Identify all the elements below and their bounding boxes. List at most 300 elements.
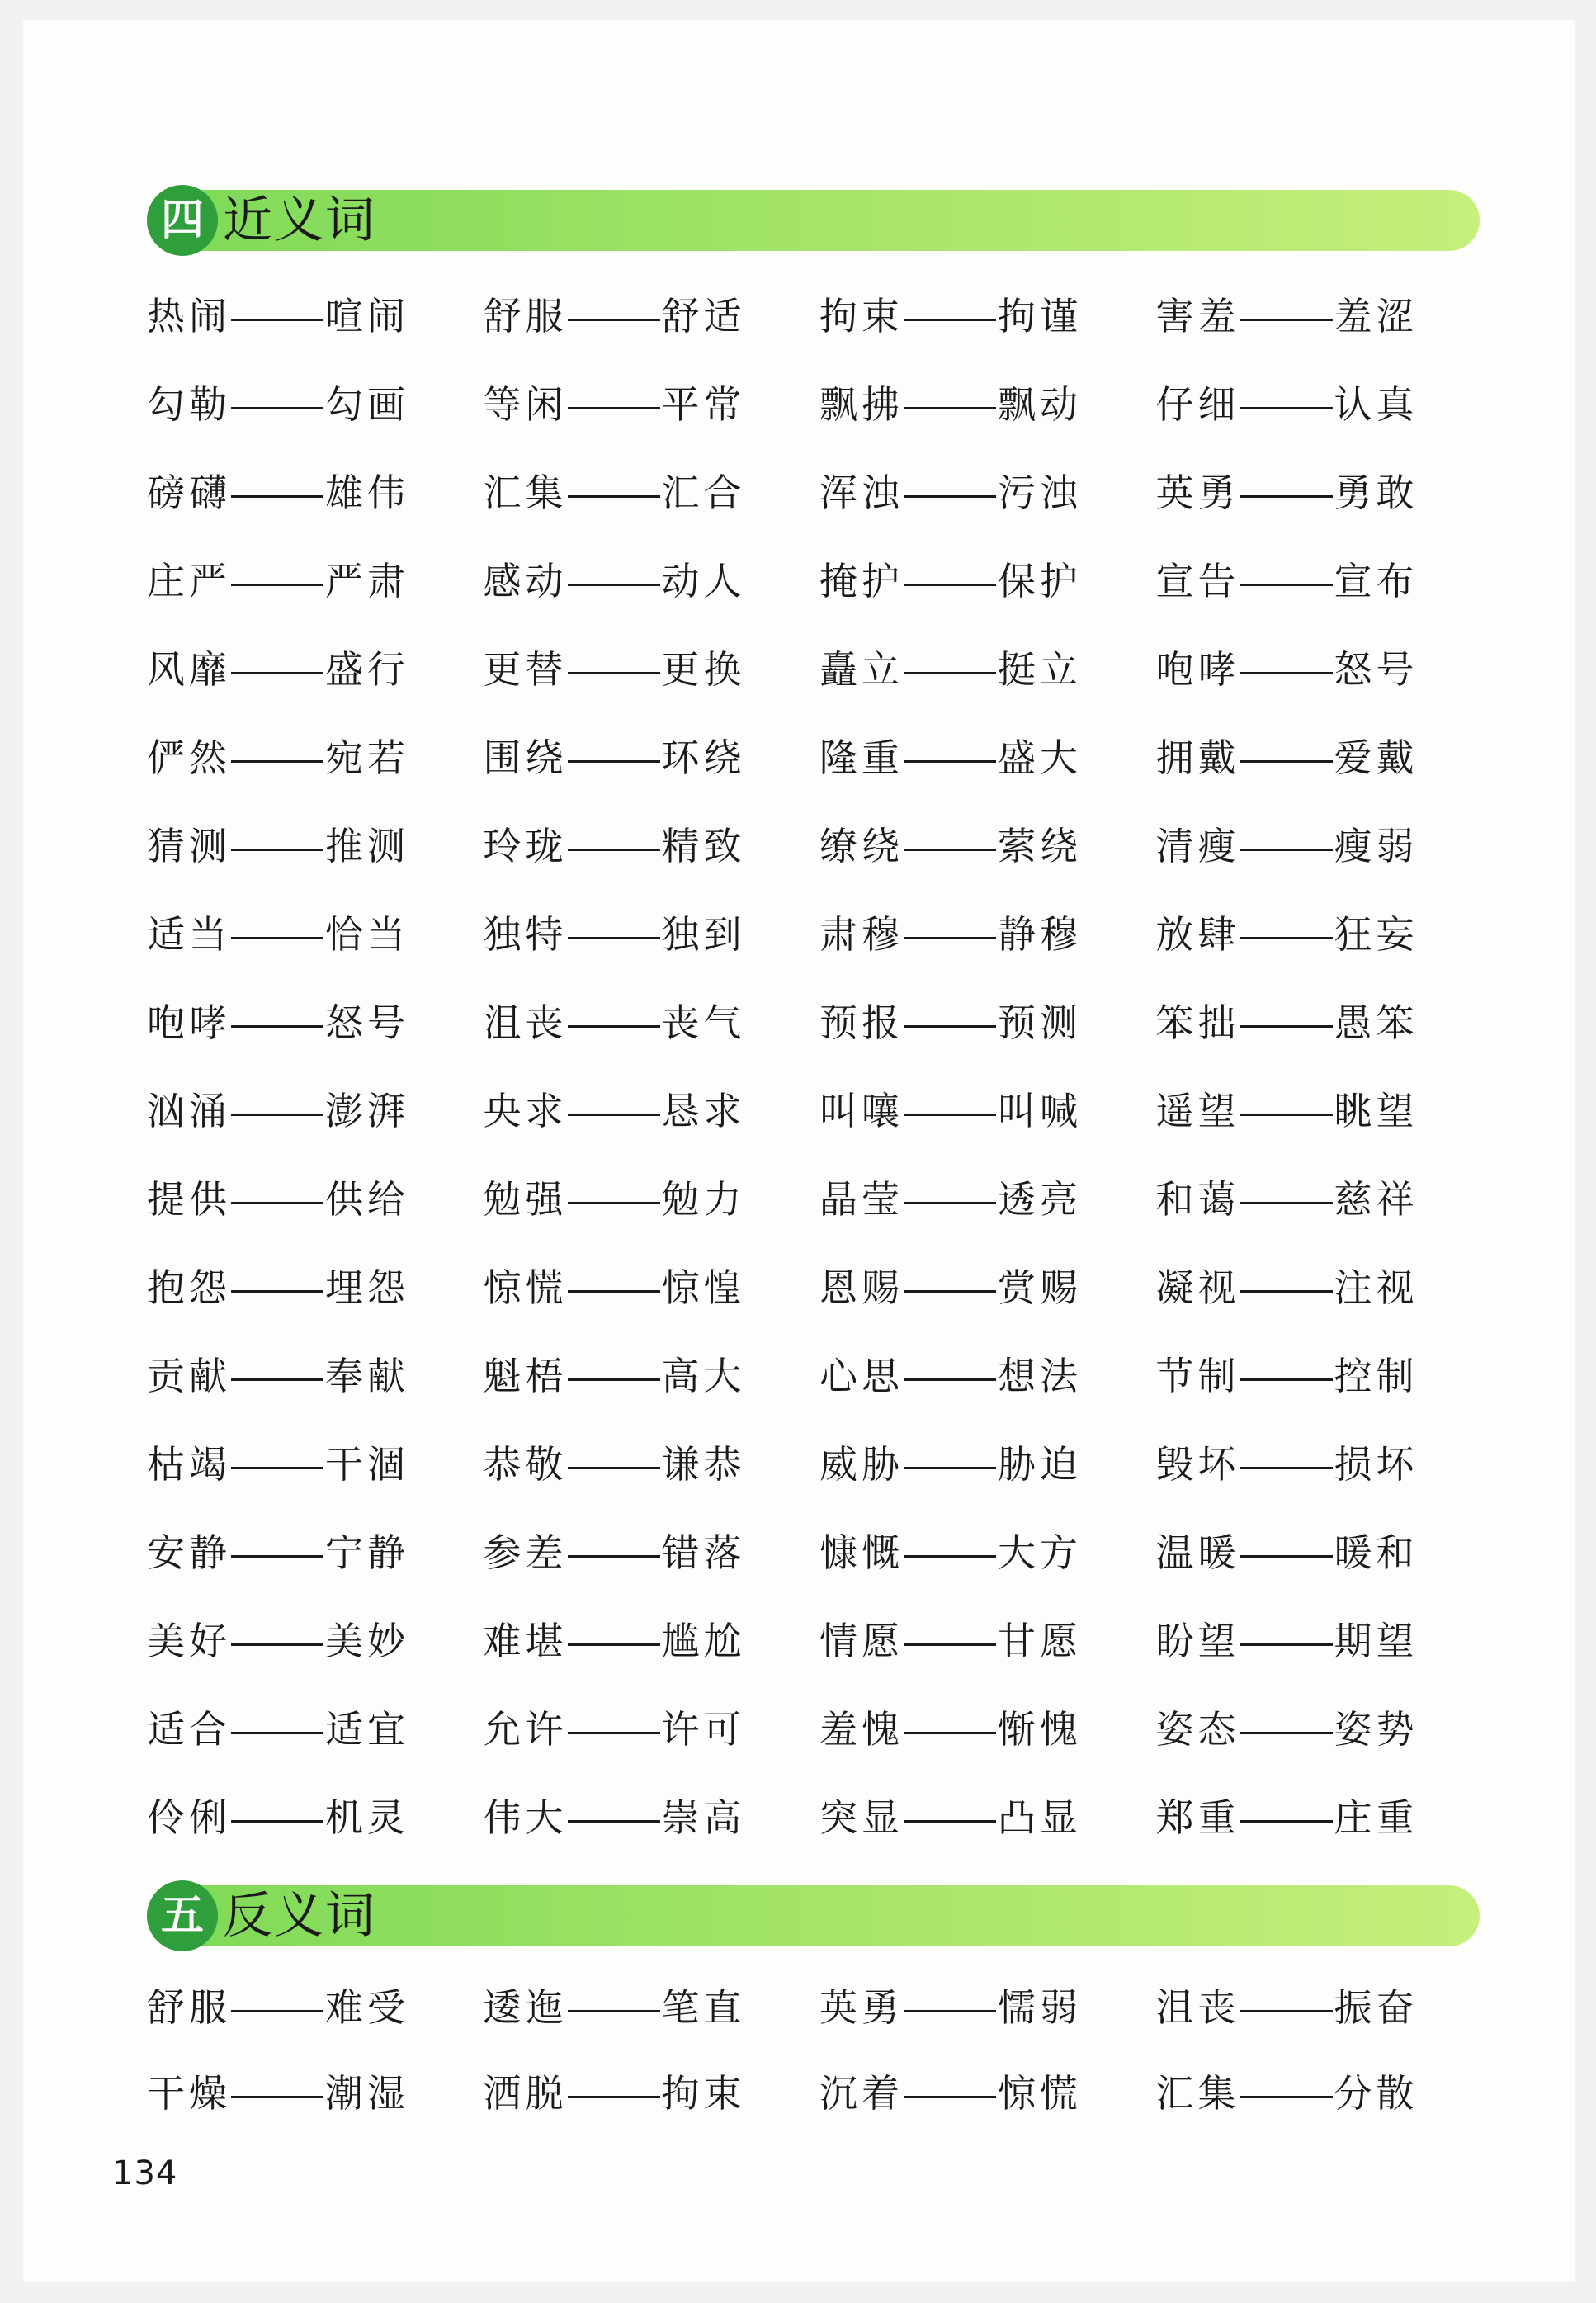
- word-left: 魁梧: [483, 1354, 568, 1398]
- word-left: 掩护: [819, 559, 904, 603]
- word-left: 温暖: [1155, 1530, 1240, 1575]
- word-left: 磅礴: [147, 471, 231, 515]
- word-left: 放肆: [1155, 912, 1240, 957]
- word-right: 谦恭: [661, 1442, 746, 1487]
- word-left: 仔细: [1155, 382, 1240, 427]
- word-pair: [484, 2050, 820, 2136]
- word-pair: [1156, 1686, 1493, 1774]
- word-left: 矗立: [819, 647, 904, 692]
- pair-dash: [568, 1378, 660, 1381]
- pair-dash: [231, 1290, 323, 1293]
- word-pair: [819, 1156, 1156, 1244]
- word-right: 惭愧: [998, 1707, 1082, 1752]
- word-pair: [147, 979, 484, 1067]
- word-pair: [147, 449, 484, 537]
- word-right: 舒适: [661, 294, 746, 338]
- word-right: 振奋: [1334, 1985, 1419, 2030]
- pair-dash: [1240, 1025, 1333, 1028]
- pair-dash: [231, 584, 323, 586]
- word-left: 独特: [483, 912, 568, 957]
- pair-dash: [904, 1202, 996, 1204]
- word-right: 恰当: [325, 912, 409, 957]
- word-left: 郑重: [1155, 1795, 1240, 1840]
- word-right: 尴尬: [661, 1619, 746, 1663]
- word-left: 沮丧: [1155, 1985, 1240, 2030]
- word-pair: [1156, 979, 1493, 1067]
- word-left: 适当: [147, 912, 231, 957]
- pair-dash: [904, 495, 996, 498]
- pair-dash: [231, 407, 323, 409]
- word-right: 拘束: [661, 2071, 746, 2116]
- word-right: 赏赐: [998, 1265, 1082, 1310]
- word-pair: [819, 361, 1156, 449]
- pair-dash: [1240, 1290, 1333, 1293]
- word-pair: [147, 1332, 484, 1421]
- antonym-grid: [147, 1965, 1492, 2136]
- word-pair: [819, 1509, 1156, 1597]
- word-left: 干燥: [147, 2071, 231, 2116]
- word-left: 更替: [483, 647, 568, 692]
- word-right: 大方: [998, 1530, 1082, 1575]
- word-pair: [147, 1067, 484, 1156]
- pair-dash: [904, 672, 996, 674]
- word-left: 威胁: [819, 1442, 904, 1487]
- word-pair: [1156, 1156, 1493, 1244]
- pair-dash: [568, 1820, 660, 1823]
- word-pair: [1156, 1067, 1493, 1156]
- word-right: 供给: [325, 1177, 409, 1222]
- word-left: 央求: [483, 1089, 568, 1133]
- word-right: 叫喊: [998, 1089, 1082, 1133]
- pair-dash: [568, 319, 660, 321]
- word-right: 预测: [998, 1000, 1082, 1045]
- word-left: 飘拂: [819, 382, 904, 427]
- word-right: 狂妄: [1334, 912, 1419, 957]
- word-left: 猜测: [147, 824, 231, 868]
- word-pair: [147, 1156, 484, 1244]
- word-left: 感动: [483, 559, 568, 603]
- word-left: 提供: [147, 1177, 231, 1222]
- pair-dash: [904, 849, 996, 851]
- pair-dash: [568, 584, 660, 586]
- pair-dash: [231, 319, 323, 321]
- pair-dash: [231, 760, 323, 763]
- word-right: 澎湃: [325, 1089, 409, 1133]
- word-left: 风靡: [147, 647, 231, 692]
- word-right: 污浊: [998, 471, 1082, 515]
- word-right: 挺立: [998, 647, 1082, 692]
- word-left: 盼望: [1155, 1619, 1240, 1663]
- pair-dash: [904, 937, 996, 939]
- word-pair: [484, 1067, 820, 1156]
- word-left: 突显: [819, 1795, 904, 1840]
- word-left: 热闹: [147, 294, 231, 338]
- word-left: 凝视: [1155, 1265, 1240, 1310]
- pair-dash: [904, 1290, 996, 1293]
- word-right: 眺望: [1334, 1089, 1419, 1133]
- word-right: 胁迫: [998, 1442, 1082, 1487]
- pair-dash: [1240, 1467, 1333, 1469]
- word-right: 勇敢: [1334, 471, 1419, 515]
- word-right: 汇合: [661, 471, 746, 515]
- word-right: 干涸: [325, 1442, 409, 1487]
- pair-dash: [231, 1732, 323, 1734]
- pair-dash: [231, 1467, 323, 1469]
- section-number-badge: 四: [147, 185, 218, 256]
- word-left: 缭绕: [819, 824, 904, 868]
- word-left: 预报: [819, 1000, 904, 1045]
- pair-dash: [568, 1732, 660, 1734]
- word-left: 沉着: [819, 2071, 904, 2116]
- word-right: 喧闹: [325, 294, 409, 338]
- pair-dash: [904, 2010, 996, 2012]
- word-right: 勉力: [661, 1177, 746, 1222]
- word-pair: [484, 1686, 820, 1774]
- word-pair: [819, 1774, 1156, 1862]
- word-right: 愚笨: [1334, 1000, 1419, 1045]
- word-pair: [147, 802, 484, 891]
- pair-dash: [568, 1025, 660, 1028]
- word-pair: [484, 802, 820, 891]
- pair-dash: [568, 849, 660, 851]
- word-right: 许可: [661, 1707, 746, 1752]
- word-pair: [147, 272, 484, 361]
- word-left: 舒服: [147, 1985, 231, 2030]
- word-left: 逶迤: [483, 1985, 568, 2030]
- word-right: 独到: [661, 912, 746, 957]
- word-left: 难堪: [483, 1619, 568, 1663]
- word-pair: [819, 802, 1156, 891]
- word-left: 伟大: [483, 1795, 568, 1840]
- word-pair: [819, 626, 1156, 714]
- word-right: 甘愿: [998, 1619, 1082, 1663]
- word-left: 节制: [1155, 1354, 1240, 1398]
- page-number: 134: [112, 2154, 178, 2192]
- pair-dash: [568, 407, 660, 409]
- word-right: 保护: [998, 559, 1082, 603]
- word-right: 推测: [325, 824, 409, 868]
- pair-dash: [231, 672, 323, 674]
- word-pair: [1156, 626, 1493, 714]
- pair-dash: [1240, 937, 1333, 939]
- pair-dash: [1240, 849, 1333, 851]
- pair-dash: [568, 2010, 660, 2012]
- pair-dash: [1240, 1820, 1333, 1823]
- pair-dash: [904, 1643, 996, 1646]
- word-left: 晶莹: [819, 1177, 904, 1222]
- pair-dash: [1240, 1732, 1333, 1734]
- word-pair: [819, 1421, 1156, 1509]
- section-banner-synonyms: [147, 190, 1480, 251]
- pair-dash: [1240, 584, 1333, 586]
- word-right: 适宜: [325, 1707, 409, 1752]
- word-pair: [147, 891, 484, 979]
- pair-dash: [231, 849, 323, 851]
- word-right: 透亮: [998, 1177, 1082, 1222]
- word-pair: [484, 626, 820, 714]
- pair-dash: [904, 1025, 996, 1028]
- word-pair: [819, 1067, 1156, 1156]
- word-right: 凸显: [998, 1795, 1082, 1840]
- word-left: 惊慌: [483, 1265, 568, 1310]
- pair-dash: [1240, 319, 1333, 321]
- word-right: 动人: [661, 559, 746, 603]
- word-right: 怒号: [325, 1000, 409, 1045]
- pair-dash: [1240, 2096, 1333, 2098]
- word-pair: [1156, 1774, 1493, 1862]
- pair-dash: [231, 2010, 323, 2012]
- word-pair: [819, 979, 1156, 1067]
- word-pair: [819, 449, 1156, 537]
- pair-dash: [568, 495, 660, 498]
- word-pair: [819, 1244, 1156, 1332]
- word-right: 精致: [661, 824, 746, 868]
- pair-dash: [904, 1114, 996, 1116]
- word-right: 环绕: [661, 735, 746, 780]
- word-left: 浑浊: [819, 471, 904, 515]
- word-right: 勾画: [325, 382, 409, 427]
- word-pair: [147, 2050, 484, 2136]
- word-left: 肃穆: [819, 912, 904, 957]
- pair-dash: [904, 1820, 996, 1823]
- word-left: 汇集: [483, 471, 568, 515]
- word-right: 宛若: [325, 735, 409, 780]
- word-left: 害羞: [1155, 294, 1240, 338]
- word-pair: [484, 1421, 820, 1509]
- word-right: 惊慌: [998, 2071, 1082, 2116]
- pair-dash: [904, 319, 996, 321]
- word-right: 注视: [1334, 1265, 1419, 1310]
- word-pair: [1156, 1332, 1493, 1421]
- word-right: 机灵: [325, 1795, 409, 1840]
- word-left: 恩赐: [819, 1265, 904, 1310]
- pair-dash: [1240, 760, 1333, 763]
- word-pair: [1156, 891, 1493, 979]
- word-pair: [1156, 1965, 1493, 2050]
- section-title: 反义词: [223, 1887, 376, 1945]
- word-right: 庄重: [1334, 1795, 1419, 1840]
- pair-dash: [568, 1290, 660, 1293]
- word-right: 萦绕: [998, 824, 1082, 868]
- pair-dash: [1240, 1202, 1333, 1204]
- word-pair: [484, 537, 820, 626]
- word-pair: [147, 1597, 484, 1686]
- word-left: 笨拙: [1155, 1000, 1240, 1045]
- word-left: 拥戴: [1155, 735, 1240, 780]
- word-right: 宣布: [1334, 559, 1419, 603]
- word-left: 咆哮: [1155, 647, 1240, 692]
- word-right: 飘动: [998, 382, 1082, 427]
- pair-dash: [231, 2096, 323, 2098]
- word-pair: [1156, 537, 1493, 626]
- word-pair: [484, 272, 820, 361]
- word-right: 爱戴: [1334, 735, 1419, 780]
- word-left: 慷慨: [819, 1530, 904, 1575]
- pair-dash: [1240, 1114, 1333, 1116]
- word-right: 恳求: [661, 1089, 746, 1133]
- word-pair: [484, 891, 820, 979]
- word-pair: [1156, 449, 1493, 537]
- pair-dash: [1240, 407, 1333, 409]
- pair-dash: [568, 1467, 660, 1469]
- word-pair: [484, 1509, 820, 1597]
- pair-dash: [231, 1820, 323, 1823]
- pair-dash: [904, 1555, 996, 1558]
- word-left: 心思: [819, 1354, 904, 1398]
- word-pair: [1156, 361, 1493, 449]
- word-pair: [147, 361, 484, 449]
- word-left: 伶俐: [147, 1795, 231, 1840]
- pair-dash: [568, 1643, 660, 1646]
- word-left: 抱怨: [147, 1265, 231, 1310]
- word-pair: [1156, 2050, 1493, 2136]
- word-pair: [1156, 802, 1493, 891]
- pair-dash: [1240, 1555, 1333, 1558]
- word-left: 姿态: [1155, 1707, 1240, 1752]
- word-pair: [819, 1686, 1156, 1774]
- pair-dash: [1240, 2010, 1333, 2012]
- word-pair: [819, 1597, 1156, 1686]
- synonym-grid: [147, 272, 1492, 1862]
- word-left: 咆哮: [147, 1000, 231, 1045]
- word-left: 勾勒: [147, 382, 231, 427]
- pair-dash: [231, 495, 323, 498]
- word-right: 分散: [1334, 2071, 1419, 2116]
- word-pair: [819, 714, 1156, 802]
- word-pair: [484, 1156, 820, 1244]
- word-pair: [1156, 272, 1493, 361]
- pair-dash: [568, 1202, 660, 1204]
- word-left: 拘束: [819, 294, 904, 338]
- word-left: 围绕: [483, 735, 568, 780]
- word-pair: [147, 626, 484, 714]
- word-right: 宁静: [325, 1530, 409, 1575]
- pair-dash: [904, 1378, 996, 1381]
- word-pair: [147, 714, 484, 802]
- pair-dash: [231, 937, 323, 939]
- word-right: 盛大: [998, 735, 1082, 780]
- word-left: 枯竭: [147, 1442, 231, 1487]
- word-pair: [819, 1332, 1156, 1421]
- word-pair: [484, 1965, 820, 2050]
- word-pair: [147, 1421, 484, 1509]
- word-right: 错落: [661, 1530, 746, 1575]
- word-pair: [147, 1509, 484, 1597]
- word-left: 叫嚷: [819, 1089, 904, 1133]
- word-pair: [484, 449, 820, 537]
- section-banner-antonyms: [147, 1885, 1480, 1946]
- pair-dash: [231, 1643, 323, 1646]
- word-pair: [484, 1774, 820, 1862]
- word-pair: [484, 1244, 820, 1332]
- word-right: 想法: [998, 1354, 1082, 1398]
- word-left: 等闲: [483, 382, 568, 427]
- pair-dash: [568, 672, 660, 674]
- word-left: 英勇: [819, 1985, 904, 2030]
- pair-dash: [568, 937, 660, 939]
- pair-dash: [1240, 1643, 1333, 1646]
- word-pair: [147, 537, 484, 626]
- word-right: 损坏: [1334, 1442, 1419, 1487]
- word-pair: [147, 1965, 484, 2050]
- pair-dash: [231, 1114, 323, 1116]
- word-left: 舒服: [483, 294, 568, 338]
- word-left: 和蔼: [1155, 1177, 1240, 1222]
- word-left: 庄严: [147, 559, 231, 603]
- pair-dash: [231, 1378, 323, 1381]
- word-right: 盛行: [325, 647, 409, 692]
- word-left: 汹涌: [147, 1089, 231, 1133]
- word-left: 适合: [147, 1707, 231, 1752]
- word-right: 怒号: [1334, 647, 1419, 692]
- word-pair: [819, 891, 1156, 979]
- word-right: 瘦弱: [1334, 824, 1419, 868]
- word-left: 沮丧: [483, 1000, 568, 1045]
- word-right: 埋怨: [325, 1265, 409, 1310]
- word-right: 难受: [325, 1985, 409, 2030]
- word-left: 清瘦: [1155, 824, 1240, 868]
- pair-dash: [904, 1467, 996, 1469]
- word-left: 恭敬: [483, 1442, 568, 1487]
- word-pair: [1156, 1509, 1493, 1597]
- word-pair: [484, 979, 820, 1067]
- word-right: 姿势: [1334, 1707, 1419, 1752]
- pair-dash: [1240, 495, 1333, 498]
- pair-dash: [231, 1025, 323, 1028]
- word-right: 拘谨: [998, 294, 1082, 338]
- word-pair: [819, 272, 1156, 361]
- word-right: 期望: [1334, 1619, 1419, 1663]
- word-pair: [819, 537, 1156, 626]
- word-right: 更换: [661, 647, 746, 692]
- word-pair: [819, 2050, 1156, 2136]
- pair-dash: [904, 760, 996, 763]
- word-left: 遥望: [1155, 1089, 1240, 1133]
- word-left: 允许: [483, 1707, 568, 1752]
- pair-dash: [904, 1732, 996, 1734]
- word-right: 懦弱: [998, 1985, 1082, 2030]
- word-left: 贡献: [147, 1354, 231, 1398]
- word-pair: [484, 1332, 820, 1421]
- word-left: 俨然: [147, 735, 231, 780]
- section-number-badge: 五: [147, 1880, 218, 1951]
- pair-dash: [904, 407, 996, 409]
- pair-dash: [904, 2096, 996, 2098]
- word-left: 情愿: [819, 1619, 904, 1663]
- word-right: 严肃: [325, 559, 409, 603]
- word-pair: [147, 1686, 484, 1774]
- pair-dash: [231, 1555, 323, 1558]
- word-pair: [1156, 1597, 1493, 1686]
- word-right: 平常: [661, 382, 746, 427]
- word-right: 高大: [661, 1354, 746, 1398]
- word-left: 羞愧: [819, 1707, 904, 1752]
- pair-dash: [568, 1114, 660, 1116]
- pair-dash: [904, 584, 996, 586]
- word-pair: [484, 1597, 820, 1686]
- word-pair: [147, 1774, 484, 1862]
- pair-dash: [568, 760, 660, 763]
- word-left: 美好: [147, 1619, 231, 1663]
- word-left: 洒脱: [483, 2071, 568, 2116]
- word-right: 慈祥: [1334, 1177, 1419, 1222]
- word-right: 认真: [1334, 382, 1419, 427]
- word-right: 惊惶: [661, 1265, 746, 1310]
- pair-dash: [1240, 1378, 1333, 1381]
- word-left: 汇集: [1155, 2071, 1240, 2116]
- word-left: 玲珑: [483, 824, 568, 868]
- word-right: 潮湿: [325, 2071, 409, 2116]
